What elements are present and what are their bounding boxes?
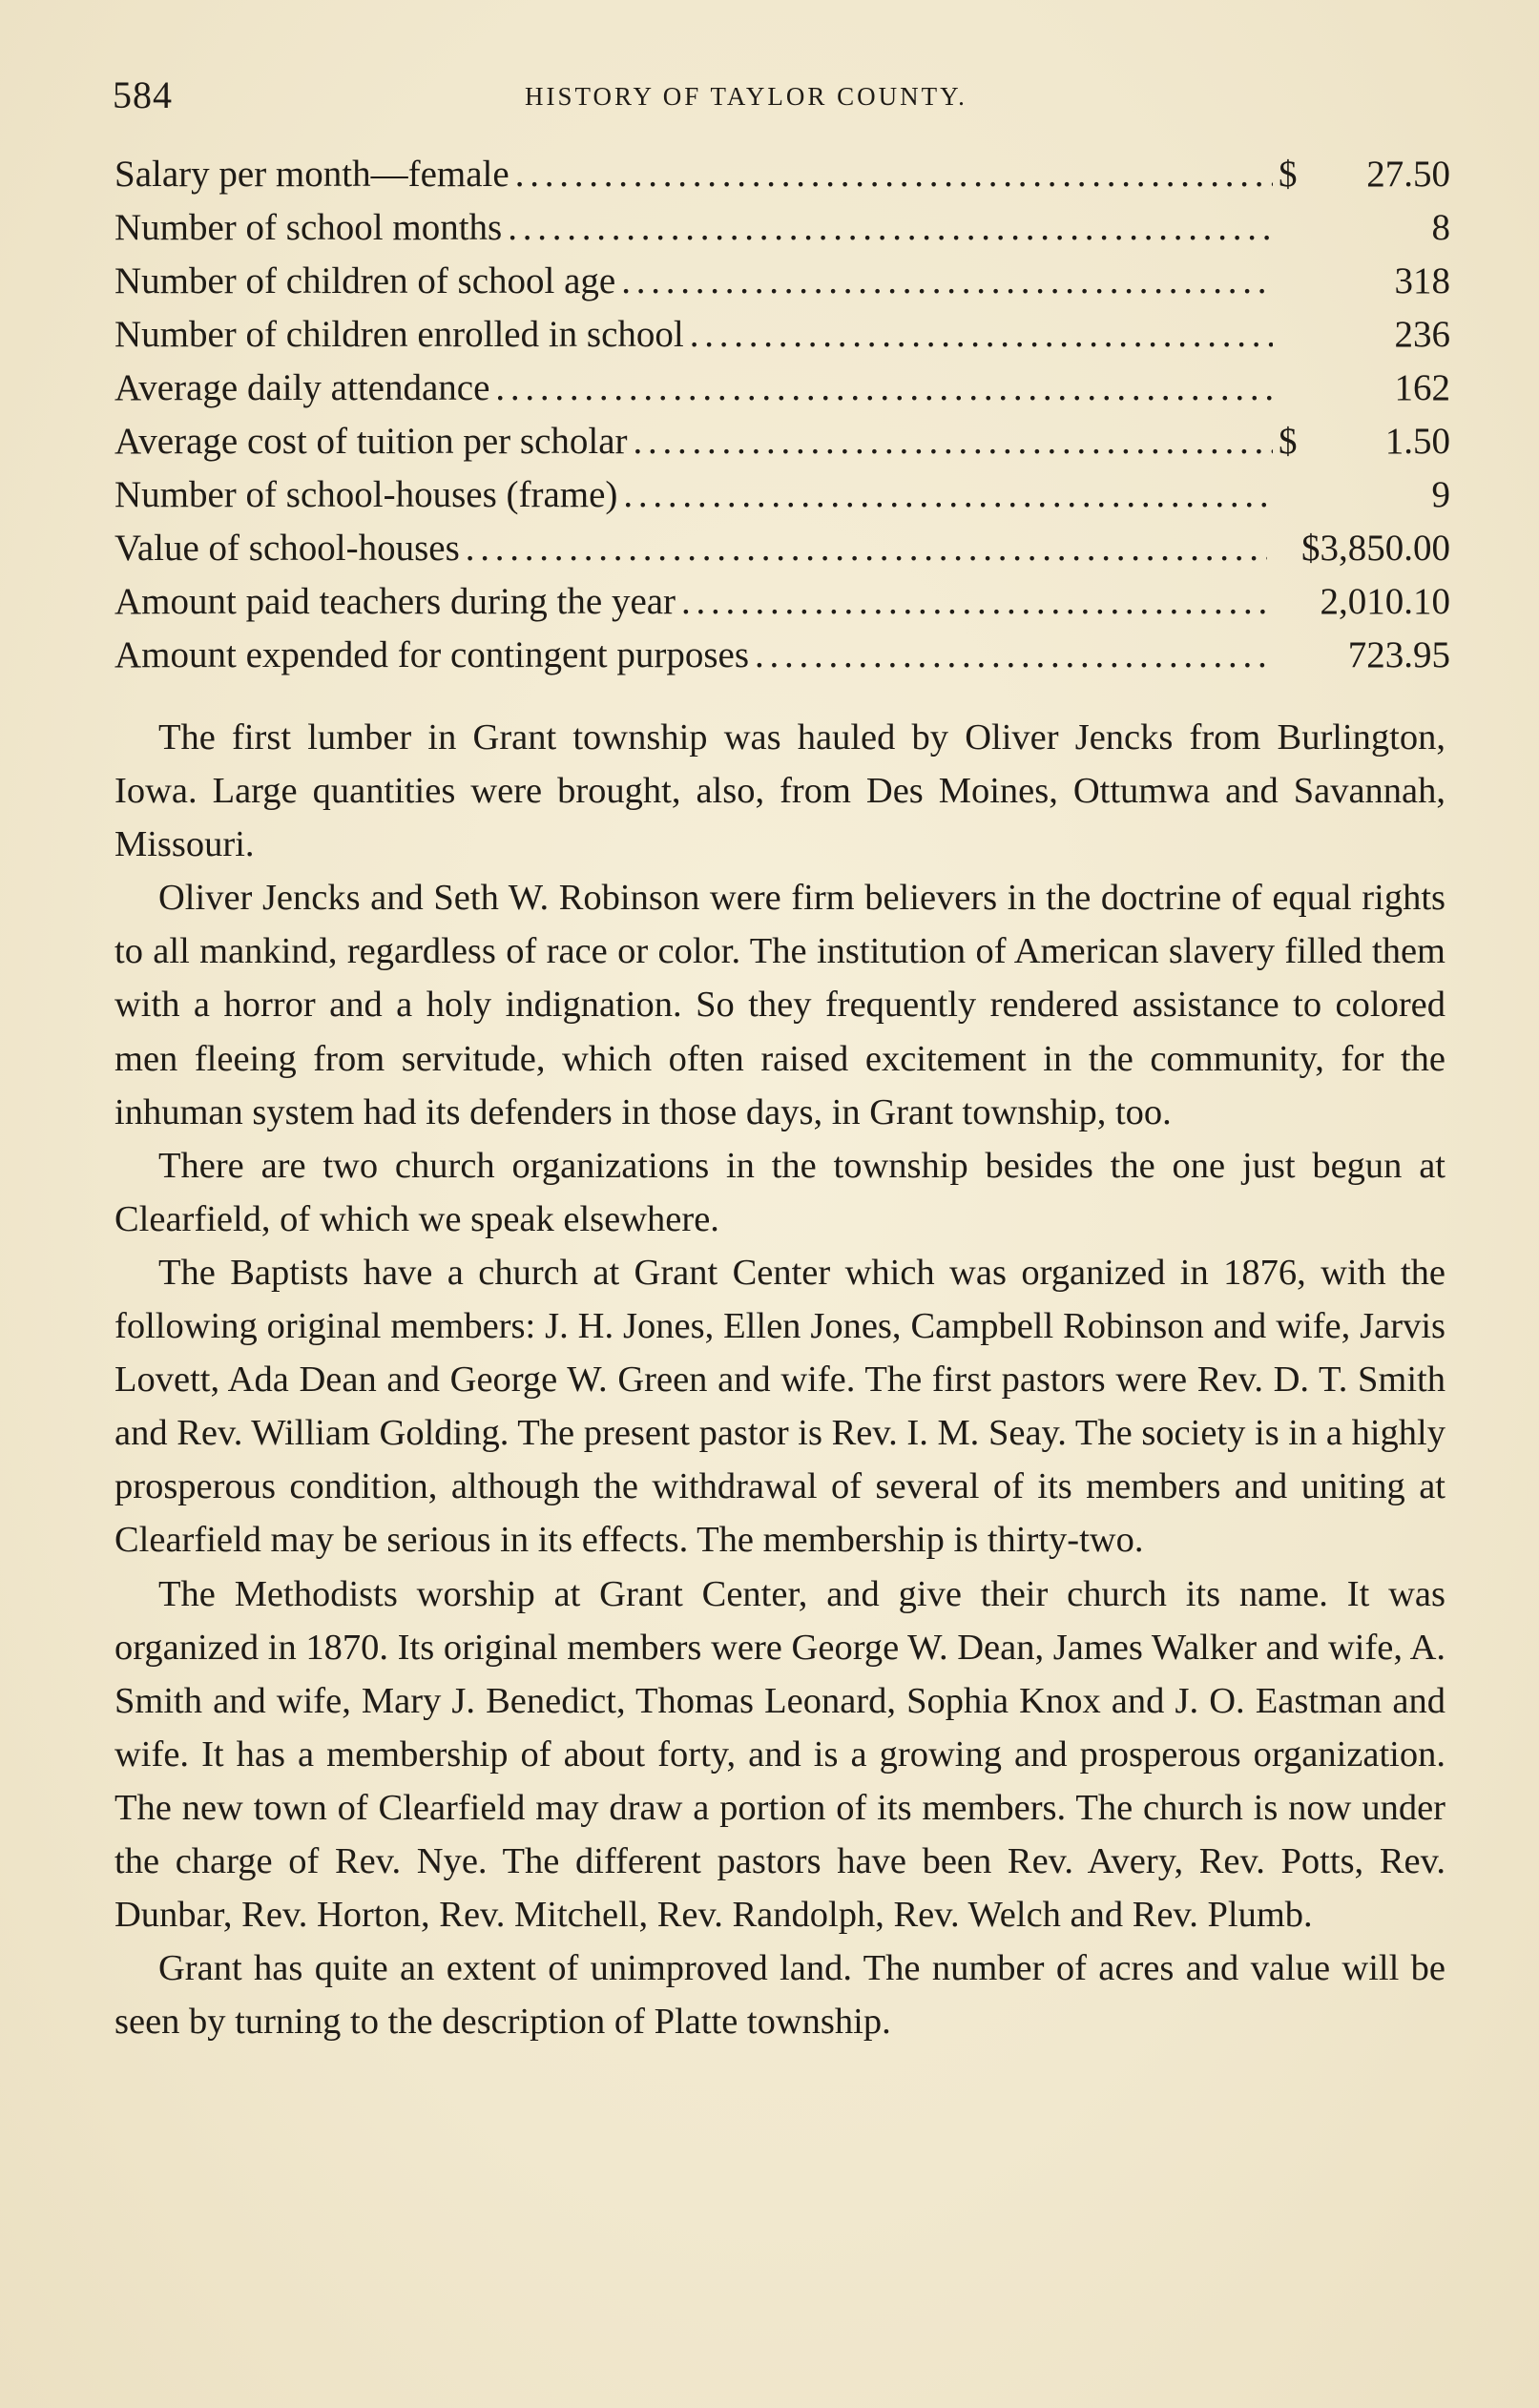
stat-value: 236 — [1394, 314, 1450, 355]
stat-row — [114, 362, 1450, 415]
stat-value: $3,850.00 — [1301, 528, 1450, 569]
stat-label: Value of school-houses — [114, 528, 460, 569]
paragraph-lumber: The first lumber in Grant township was hauled by Oliver Jencks from Burlington, Iowa. Large quantities were brought, also, from Des Moines, Ottumwa and Savannah, Missouri. — [114, 717, 1445, 865]
stat-label: Number of children of school age — [114, 260, 616, 301]
stat-row — [114, 522, 1450, 575]
stat-value: 162 — [1394, 367, 1450, 408]
stat-row — [114, 148, 1450, 201]
leader-dots — [466, 522, 1267, 575]
leader-dots — [690, 308, 1273, 362]
stat-row — [114, 629, 1450, 682]
stat-value: 8 — [1431, 207, 1450, 248]
stat-label: Average cost of tuition per scholar — [114, 421, 628, 462]
stat-row — [114, 255, 1450, 308]
stat-currency: $ — [1279, 421, 1298, 462]
stat-label: Number of children enrolled in school — [114, 314, 684, 355]
stat-label: Amount paid teachers during the year — [114, 581, 676, 622]
leader-dots — [755, 629, 1273, 682]
stat-label: Amount expended for contingent purposes — [114, 634, 750, 675]
page-header — [113, 73, 1448, 130]
stat-currency: $ — [1279, 154, 1298, 195]
paragraph-baptists: The Baptists have a church at Grant Center which was organized in 1876, with the following original members: J. H. Jones, Ellen Jones, Campbell Robinson and wife, Jarvis Lovett, Ada Dean and George W. Green and wife. The first pastors were Rev. D. T. Smith and Rev. William Golding. The present pastor is Rev. I. M. Seay. The society is in a highly prosperous condition, although the withdrawal of several of its members and uniting at Clearfield may be serious in its effects. The membership is thirty-two. — [114, 1252, 1445, 1561]
leader-dots — [621, 255, 1273, 308]
leader-dots — [681, 575, 1273, 629]
leader-dots — [515, 148, 1273, 201]
stat-value: 723.95 — [1347, 634, 1450, 675]
stat-row — [114, 415, 1450, 468]
leader-dots — [623, 468, 1273, 522]
stat-label: Salary per month—female — [114, 154, 510, 195]
paragraph-churches: There are two church organizations in the township besides the one just begun at Clearfield, of which we speak elsewhere. — [114, 1145, 1445, 1239]
stat-value: 27.50 — [1366, 154, 1450, 195]
stat-row — [114, 468, 1450, 522]
body-text — [114, 711, 1445, 2048]
stat-value: 9 — [1431, 474, 1450, 515]
stat-value: 2,010.10 — [1320, 581, 1450, 622]
stat-label: Number of school-houses (frame) — [114, 474, 618, 515]
leader-dots — [634, 415, 1273, 468]
school-statistics-table — [114, 148, 1450, 682]
leader-dots — [495, 362, 1273, 415]
stat-row — [114, 201, 1450, 255]
stat-label: Number of school months — [114, 207, 503, 248]
paragraph-jencks-robinson: Oliver Jencks and Seth W. Robinson were firm believers in the doctrine of equal rights to all mankind, regardless of race or color. The institution of American slavery filled them with a horror and a holy indignation. So they frequently rendered assistance to colored men fleeing from servitude, which often raised excitement in the community, for the inhuman system had its defenders in those days, in Grant township, too. — [114, 878, 1445, 1132]
page-number: 584 — [113, 73, 173, 116]
leader-dots — [508, 201, 1273, 255]
stat-value: 1.50 — [1384, 421, 1450, 462]
running-head: HISTORY OF TAYLOR COUNTY. — [525, 82, 967, 111]
paragraph-methodists: The Methodists worship at Grant Center, and give their church its name. It was organized in 1870. Its original members were George W. Dean, James Walker and wife, A. Smith and wife, Mary J. Benedict, Thomas Leonard, Sophia Knox and J. O. Eastman and wife. It has a membership of about forty, and is a growing and prosperous organization. The new town of Clearfield may draw a portion of its members. The church is now under the charge of Rev. Nye. The different pastors have been Rev. Avery, Rev. Potts, Rev. Dunbar, Rev. Horton, Rev. Mitchell, Rev. Randolph, Rev. Welch and Rev. Plumb. — [114, 1573, 1445, 1936]
paragraph-unimproved-land: Grant has quite an extent of unimproved land. The number of acres and value will be seen by turning to the description of Platte township. — [114, 1948, 1445, 2043]
stat-row — [114, 308, 1450, 362]
stat-value: 318 — [1394, 260, 1450, 301]
stat-label: Average daily attendance — [114, 367, 490, 408]
stat-row — [114, 575, 1450, 629]
